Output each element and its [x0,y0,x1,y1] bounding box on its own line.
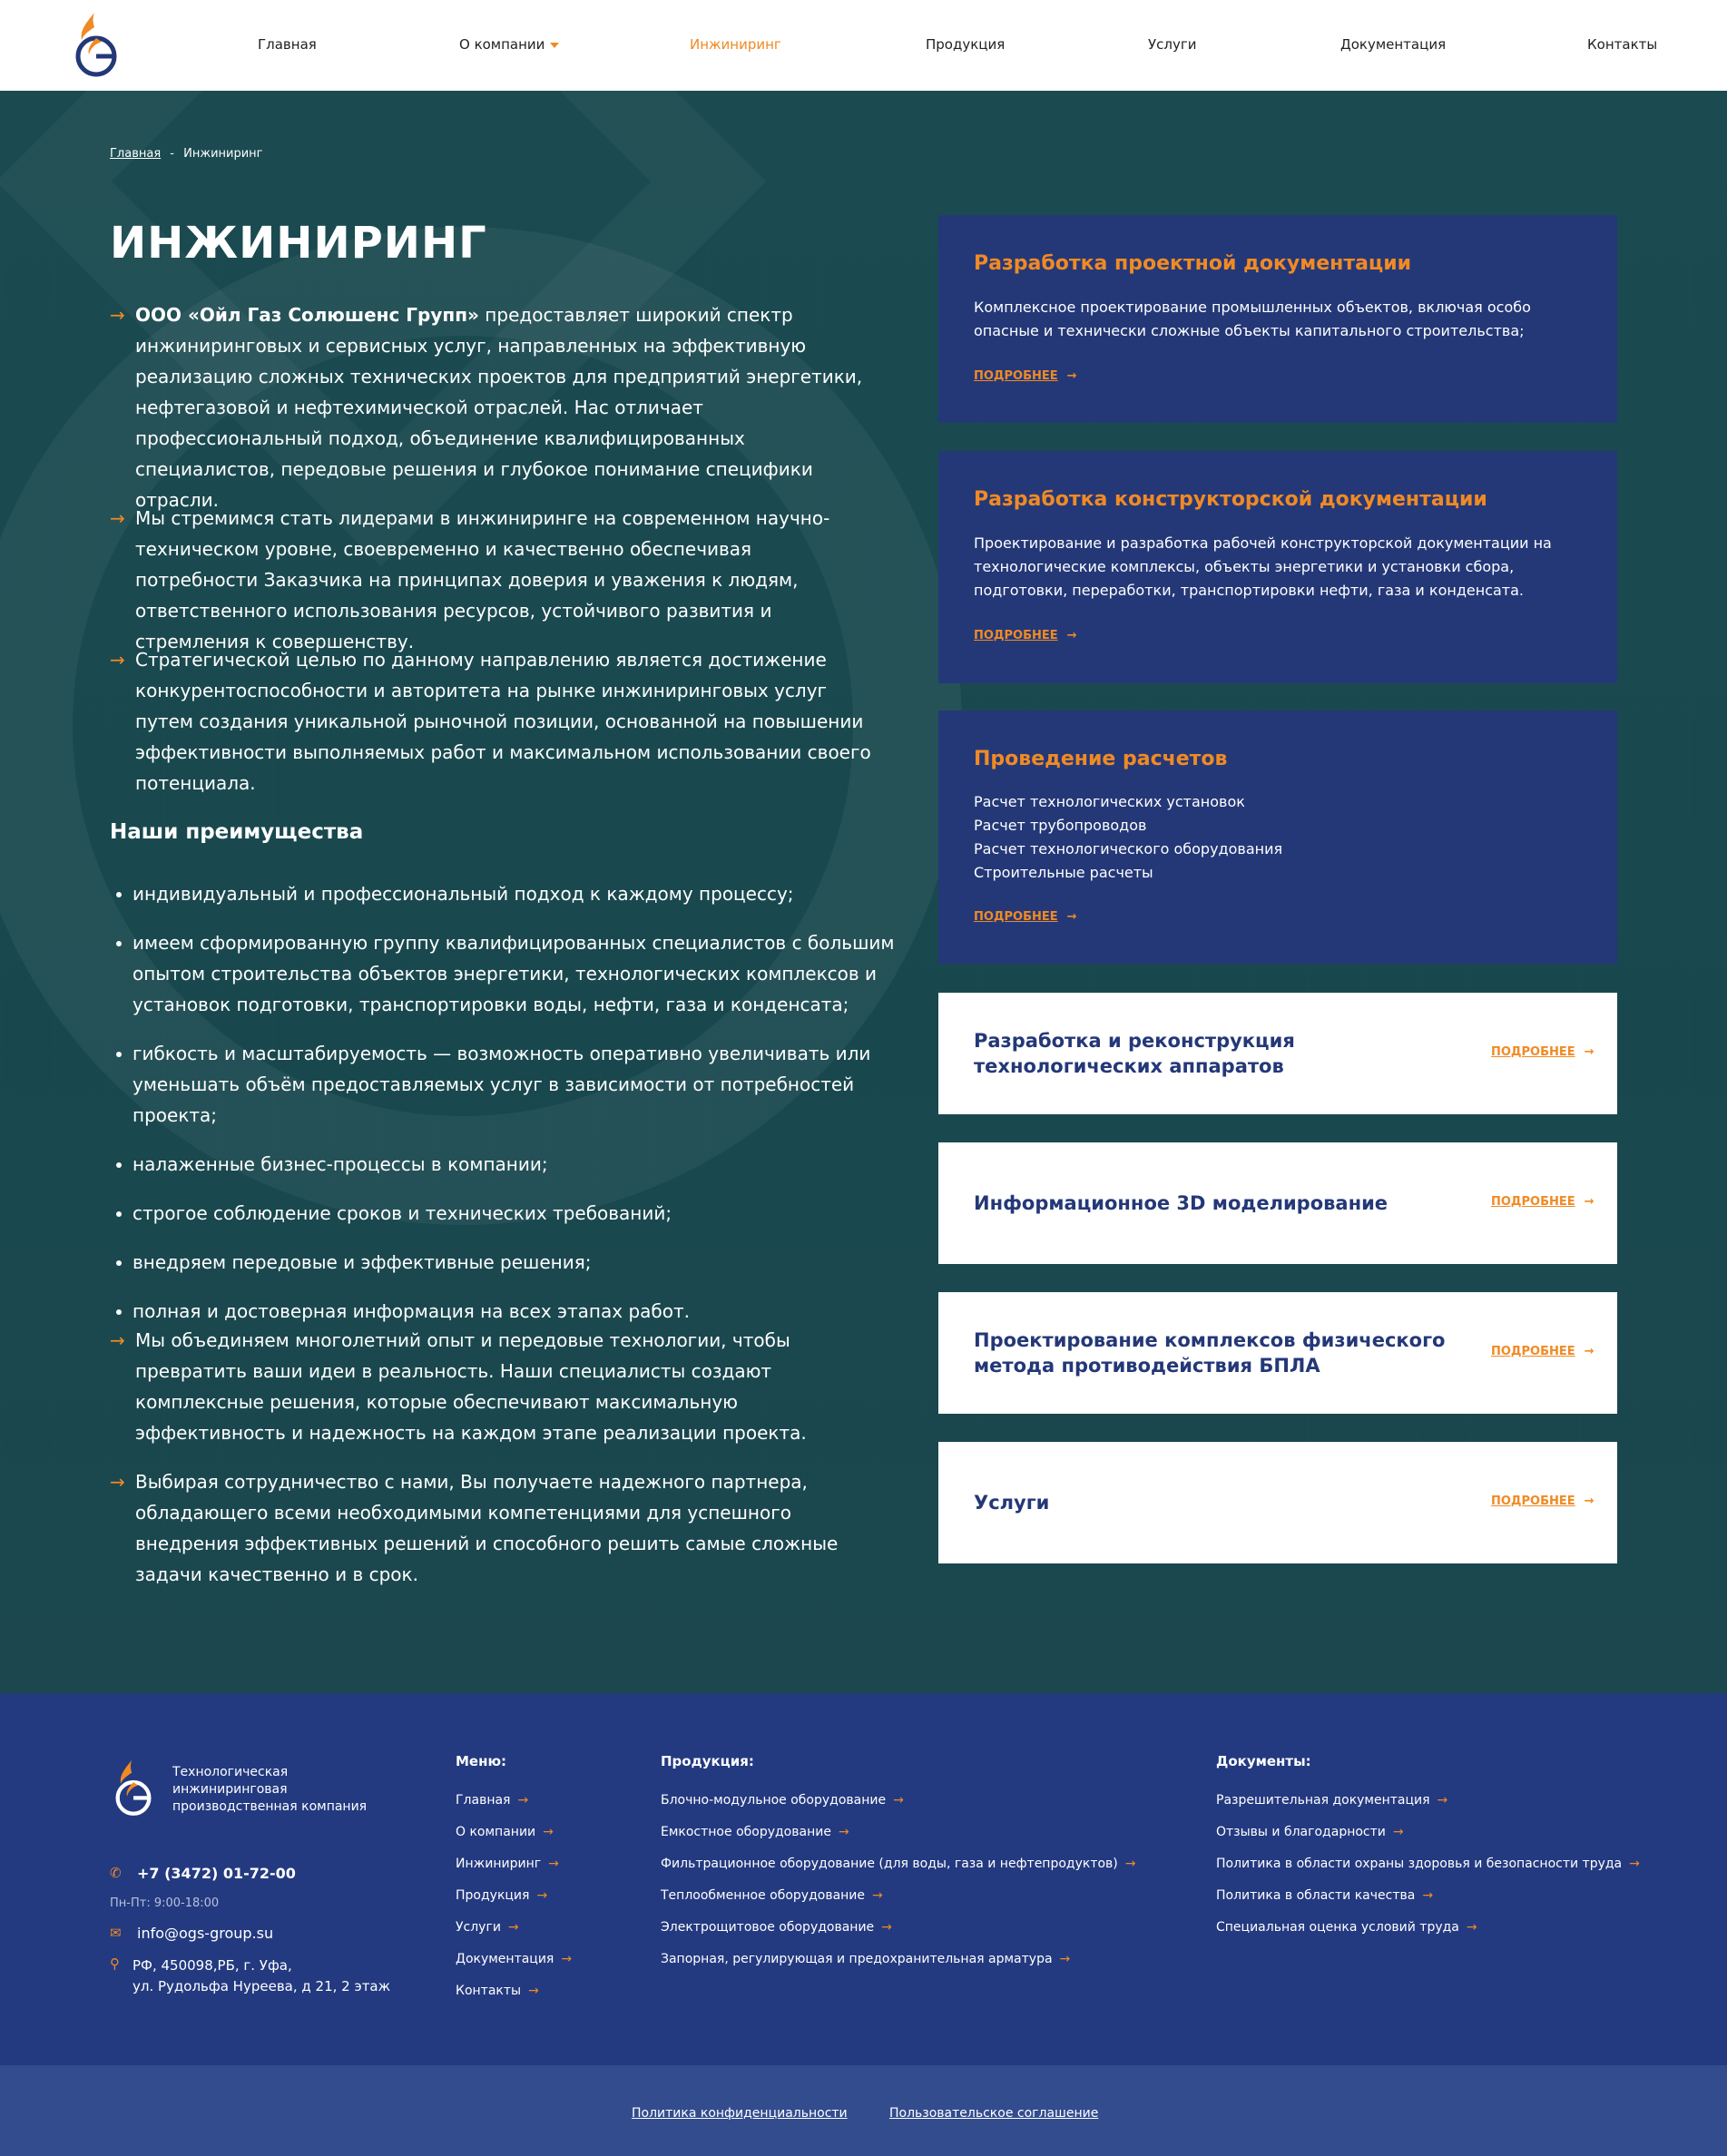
card-title: Проведение расчетов [974,748,1228,770]
more-link[interactable] [1491,1045,1595,1059]
card-text: Проектирование и разработка рабочей конструкторской документации на технологические комплексы, объекты энергетики и установки сбора, подготовки, переработки, транспортировки нефти, газа и конденсата. [974,534,1552,599]
card-title: Разработка конструкторской документации [974,488,1487,511]
footer-link-label: Блочно-модульное оборудование [661,1793,887,1808]
intro-p3-text: Стратегической целью по данному направлению является достижение конкурентоспособности и авторитета на рынке инжиниринговых услуг путем создания уникальной рыночной позиции, основанной на повышении эффективности выполняемых работ и максимальном использовании своего потенциала. [135,649,871,794]
footer-link-label: Услуги [456,1920,501,1935]
more-link[interactable] [1491,1345,1595,1358]
more-link-label: ПОДРОБНЕЕ [1491,1195,1575,1209]
arrow-right-icon: → [110,1329,125,1351]
more-link[interactable] [974,910,1077,924]
arrow-right-icon: → [1422,1888,1434,1903]
footer-products-title: Продукция: [661,1753,754,1769]
advantages-list [116,878,897,1345]
list-item: налаженные бизнес-процессы в компании; [116,1149,897,1180]
intro-p2-text: Мы стремимся стать лидерами в инжиниринге на современном научно-техническом уровне, своевременно и качественно обеспечивая потребности Заказчика на принципах доверия и уважения к людям, ответственного использования ресурсов, устойчивого развития и стремления к совершенству. [135,507,830,652]
intro-paragraph-2 [110,503,879,657]
footer-doc-link[interactable] [1216,1793,1447,1808]
footer-link-label: Контакты [456,1984,522,1998]
list-item: строгое соблюдение сроков и технических требований; [116,1198,897,1229]
footer-link-label: О компании [456,1825,536,1839]
arrow-right-icon: → [1584,1195,1595,1209]
footer-doc-link[interactable] [1216,1825,1404,1839]
intro-paragraph-3 [110,644,879,799]
footer-link-label: Отзывы и благодарности [1216,1825,1386,1839]
arrow-right-icon: → [872,1888,883,1903]
arrow-right-icon: → [110,1471,125,1493]
intro-paragraph-1 [110,299,879,515]
arrow-right-icon: → [893,1793,904,1808]
arrow-right-icon: → [110,304,125,326]
more-link-label: ПОДРОБНЕЕ [1491,1345,1575,1358]
footer-link-label: Запорная, регулирующая и предохранительная арматура [661,1952,1053,1966]
card-text-line: Расчет трубопроводов [974,817,1147,834]
arrow-right-icon: → [507,1920,519,1935]
more-link-label: ПОДРОБНЕЕ [974,910,1058,924]
footer-menu-link[interactable] [456,1920,519,1935]
more-link[interactable] [974,369,1077,383]
footer-menu-link[interactable] [456,1793,528,1808]
more-link-label: ПОДРОБНЕЕ [974,369,1058,383]
address-line: РФ, 450098,РБ, г. Уфа, [132,1957,292,1974]
more-link-label: ПОДРОБНЕЕ [1491,1494,1575,1508]
advantages-title: Наши преимущества [110,820,364,844]
card-title: Проектирование комплексов физического метода противодействия БПЛА [974,1329,1446,1377]
footer-docs-title: Документы: [1216,1753,1311,1769]
footer-link-label: Главная [456,1793,511,1808]
arrow-right-icon: → [881,1920,892,1935]
service-card-apparatus[interactable] [938,993,1617,1114]
breadcrumb-current: Инжиниринг [183,147,263,161]
footer-phone[interactable]: +7 (3472) 01-72-00 [137,1865,296,1882]
hero-section [0,91,1727,1693]
arrow-right-icon: → [110,649,125,671]
outro-p2-text: Выбирая сотрудничество с нами, Вы получаете надежного партнера, обладающего всеми необходимыми компетенциями для успешного внедрения эффективных решений и способного решить самые сложные задачи качественно и в срок. [135,1471,839,1585]
nav-item-home[interactable]: Главная [258,36,317,53]
footer-link-label: Электрощитовое оборудование [661,1920,875,1935]
arrow-right-icon: → [536,1888,548,1903]
footer-link-label: Инжиниринг [456,1857,542,1871]
breadcrumb-separator: - [170,147,174,161]
breadcrumb-home-link[interactable]: Главная [110,147,162,161]
arrow-right-icon: → [1466,1920,1477,1935]
footer-product-link[interactable] [661,1825,849,1839]
footer-link-label: Теплообменное оборудование [661,1888,866,1903]
card-text-line: Расчет технологических установок [974,793,1245,810]
footer-bottom-bar [0,2065,1727,2156]
footer-tagline [172,1764,367,1816]
location-pin-icon: ⚲ [110,1955,120,1972]
phone-icon: ✆ [110,1865,122,1881]
arrow-right-icon: → [1629,1857,1640,1871]
arrow-right-icon: → [1059,1952,1071,1966]
chevron-down-icon [550,43,559,48]
outro-paragraph-1 [110,1325,879,1448]
card-text-line: Строительные расчеты [974,864,1153,881]
footer-menu-link[interactable] [456,1984,539,1998]
arrow-right-icon: → [1584,1494,1595,1508]
nav-item-services[interactable]: Услуги [1148,36,1197,53]
more-link[interactable] [1491,1195,1595,1209]
footer-product-link[interactable] [661,1888,883,1903]
address-line: ул. Рудольфа Нуреева, д 21, 2 этаж [132,1978,391,1994]
user-agreement-link[interactable]: Пользовательское соглашение [889,2106,1099,2121]
tagline-line: Технологическая [172,1765,289,1779]
service-card-3d-modeling[interactable] [938,1142,1617,1264]
card-text [974,790,1591,885]
footer-product-link[interactable] [661,1793,904,1808]
service-card-calculations[interactable] [938,710,1617,964]
list-item: полная и достоверная информация на всех этапах работ. [116,1296,897,1327]
tagline-line: производственная компания [172,1799,368,1814]
arrow-right-icon: → [1392,1825,1404,1839]
service-card-project-docs[interactable] [938,215,1617,423]
footer-logo[interactable] [110,1755,157,1822]
footer-product-link[interactable] [661,1920,892,1935]
mail-icon: ✉ [110,1925,122,1941]
arrow-right-icon: → [1066,910,1077,924]
arrow-right-icon: → [110,507,125,529]
page-title: ИНЖИНИРИНГ [110,218,487,269]
tagline-line: инжиниринговая [172,1782,288,1797]
arrow-right-icon: → [838,1825,849,1839]
arrow-right-icon: → [561,1952,573,1966]
arrow-right-icon: → [543,1825,554,1839]
arrow-right-icon: → [548,1857,559,1871]
arrow-right-icon: → [1437,1793,1448,1808]
more-link-label: ПОДРОБНЕЕ [1491,1045,1575,1059]
footer-link-label: Продукция [456,1888,530,1903]
list-item: имеем сформированную группу квалифицированных специалистов с большим опытом строительства объектов энергетики, технологических комплексов и установок подготовки, транспортировки воды, нефти, газа и конденсата; [116,927,897,1020]
arrow-right-icon: → [528,1984,539,1998]
footer-link-label: Разрешительная документация [1216,1793,1430,1808]
more-link-label: ПОДРОБНЕЕ [974,629,1058,642]
arrow-right-icon: → [1584,1045,1595,1059]
privacy-policy-link[interactable]: Политика конфиденциальности [632,2106,848,2121]
footer-address [132,1955,390,1997]
footer-link-label: Документация [456,1952,554,1966]
footer-link-label: Фильтрационное оборудование (для воды, газа и нефтепродуктов) [661,1857,1118,1871]
card-title: Информационное 3D моделирование [974,1192,1388,1214]
footer-link-label: Специальная оценка условий труда [1216,1920,1459,1935]
site-header [0,0,1727,91]
footer-link-label: Политика в области качества [1216,1888,1416,1903]
footer-link-label: Политика в области охраны здоровья и безопасности труда [1216,1857,1623,1871]
more-link[interactable] [1491,1494,1595,1508]
footer-doc-link[interactable] [1216,1857,1640,1871]
service-card-anti-uav[interactable] [938,1292,1617,1414]
service-card-services[interactable] [938,1442,1617,1563]
company-name: ООО «Ойл Газ Солюшенс Групп» [135,304,479,326]
card-text-line: Расчет технологического оборудования [974,840,1283,858]
footer-menu-link[interactable] [456,1857,559,1871]
main-nav [0,0,1727,91]
footer-menu-link[interactable] [456,1952,572,1966]
nav-item-documentation[interactable]: Документация [1340,36,1447,53]
footer-product-link[interactable] [661,1952,1070,1966]
list-item: гибкость и масштабируемость — возможность оперативно увеличивать или уменьшать объём предоставляемых услуг в зависимости от потребностей проекта; [116,1038,897,1131]
nav-item-about-label: О компании [459,36,545,53]
list-item: внедряем передовые и эффективные решения; [116,1247,897,1278]
intro-p1-text: предоставляет широкий спектр инжиниринговых и сервисных услуг, направленных на эффективную реализацию сложных технических проектов для предприятий энергетики, нефтегазовой и нефтехимической отраслей. Нас отличает профессиональный подход, объединение квалифицированных специалистов, передовые решения и глубокое понимание специфики отрасли. [135,304,863,511]
footer-hours: Пн-Пт: 9:00-18:00 [110,1896,220,1910]
footer-link-label: Емкостное оборудование [661,1825,831,1839]
card-text: Комплексное проектирование промышленных объектов, включая особо опасные и технически сложные объекты капитального строительства; [974,299,1531,339]
outro-p1-text: Мы объединяем многолетний опыт и передовые технологии, чтобы превратить ваши идеи в реальность. Наши специалисты создают комплексные решения, которые обеспечивают максимальную эффективность и надежность на каждом этапе реализации проекта. [135,1329,807,1444]
nav-item-products[interactable]: Продукция [926,36,1006,53]
footer-menu-link[interactable] [456,1825,554,1839]
card-title: Разработка проектной документации [974,252,1412,275]
arrow-right-icon: → [1066,369,1077,383]
footer-doc-link[interactable] [1216,1888,1433,1903]
list-item: индивидуальный и профессиональный подход к каждому процессу; [116,878,897,909]
nav-item-about[interactable] [459,36,559,53]
card-title: Разработка и реконструкция технологических аппаратов [974,1030,1295,1077]
footer-email[interactable]: info@ogs-group.su [137,1925,274,1942]
arrow-right-icon: → [1584,1345,1595,1358]
card-title: Услуги [974,1492,1050,1514]
arrow-right-icon: → [1066,629,1077,642]
arrow-right-icon: → [1124,1857,1136,1871]
footer-doc-link[interactable] [1216,1920,1477,1935]
footer-menu-title: Меню: [456,1753,507,1769]
nav-item-contacts[interactable]: Контакты [1587,36,1658,53]
more-link[interactable] [974,629,1077,642]
nav-item-engineering[interactable]: Инжиниринг [690,36,781,53]
breadcrumb [110,147,263,161]
site-footer [0,1693,1727,2065]
arrow-right-icon: → [517,1793,529,1808]
footer-menu-link[interactable] [456,1888,547,1903]
footer-product-link[interactable] [661,1857,1136,1871]
outro-paragraph-2 [110,1466,879,1590]
service-card-design-docs[interactable] [938,451,1617,683]
